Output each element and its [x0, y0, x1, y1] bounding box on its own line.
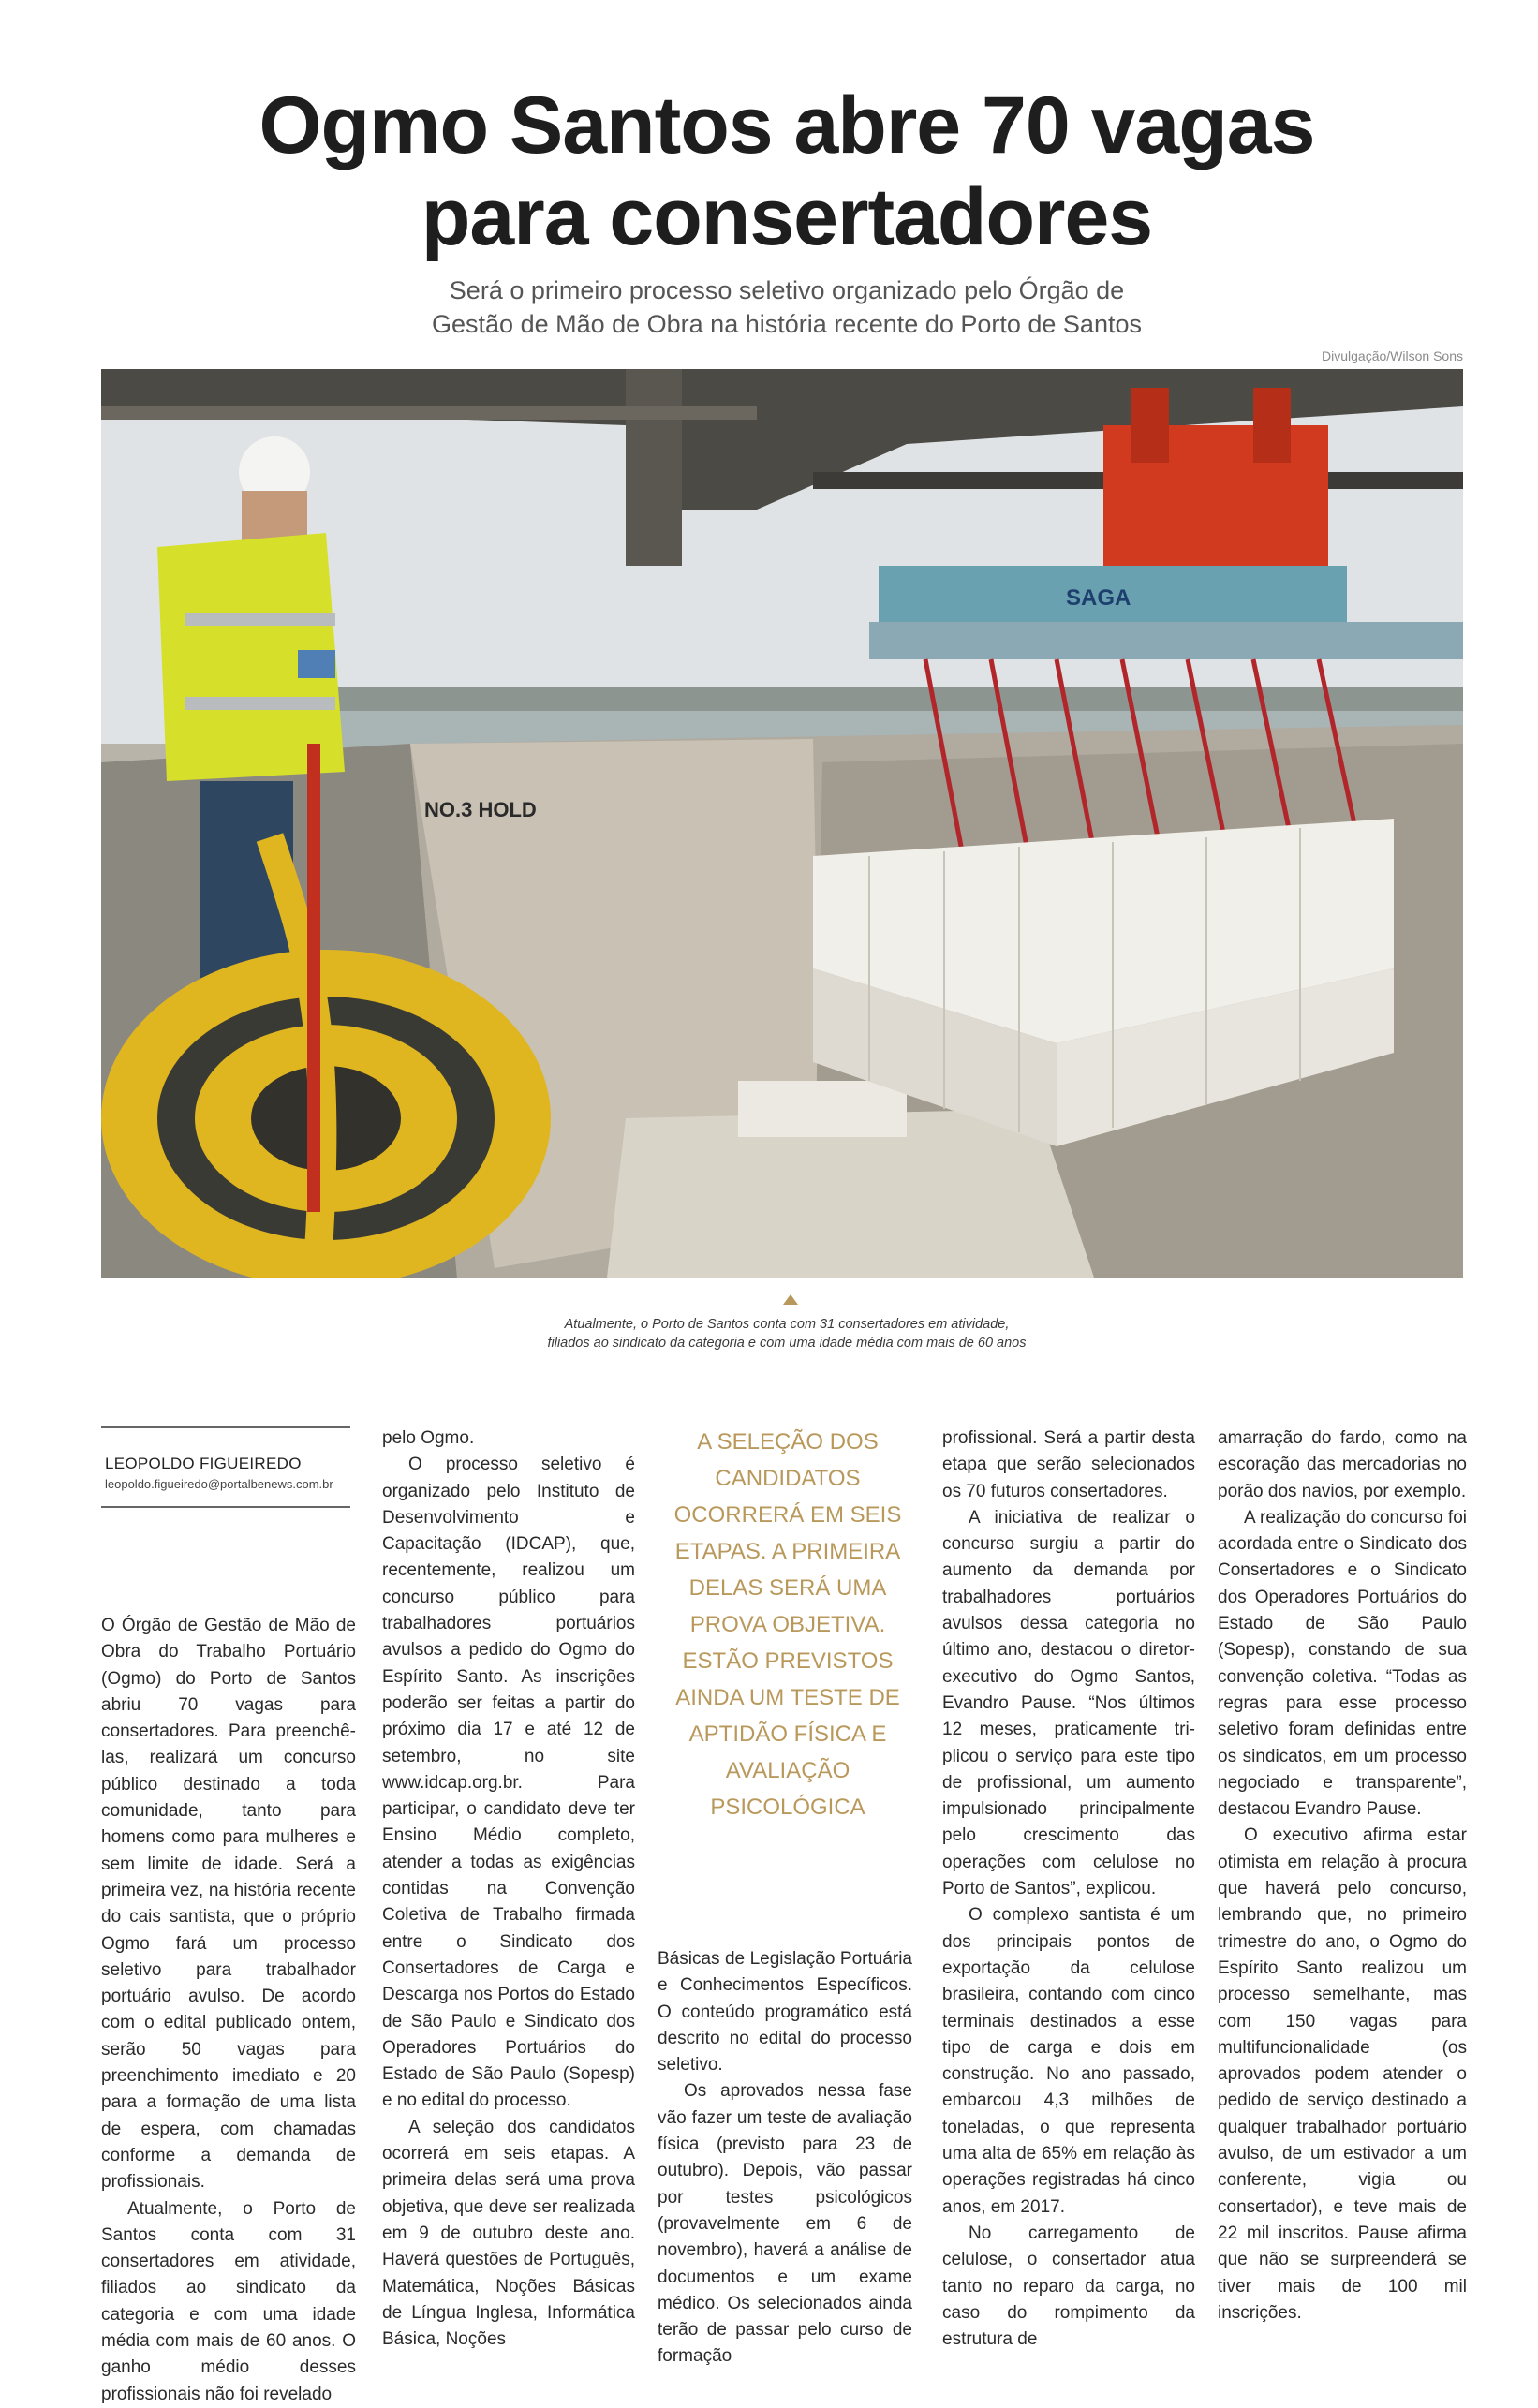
paragraph: A seleção dos candidatos ocorrerá em seis etapas. A primeira delas será uma prova objetiva, que deve ser realizada em 9 de outubro deste ano. Haverá questões de Português, Matemática, Noções Básicas de Língua Inglesa, Informática Básica, Noções: [382, 2117, 635, 2350]
author-name: LEOPOLDO FIGUEIREDO: [105, 1455, 302, 1472]
body-column-4: [942, 1426, 1195, 2353]
paragraph: Básicas de Legislação Portuária e Conhecimentos Específicos. O conteúdo programático está descrito no edital do processo seletivo.: [658, 1949, 912, 2076]
caption-line-1: Atualmente, o Porto de Santos conta com 31 consertadores em atividade,: [564, 1317, 1010, 1332]
paragraph: pelo Ogmo.: [382, 1428, 475, 1448]
paragraph: O executivo afirma estar otimista em relação à procura que haverá pelo concurso, lembrando que, no primeiro trimestre do ano, o Ogmo do Espírito Santo realizou um processo semelhante, mas com 150 vagas para multifuncionalidade (os aprovados podem atender o pedido de serviço destinado a qualquer trabalhador portuário avulso, de um estivador a um conferente, vigia ou consertador), e teve mais de 22 mil inscritos. Pause afirma que não se surpreenderá se tiver mais de 100 mil inscrições.: [1218, 1825, 1467, 2323]
paragraph: A iniciativa de realizar o concurso surgiu a partir do aumento da demanda por trabalhadores portuários avulsos dessa categoria no último ano, destacou o diretor-executivo do Ogmo Santos, Evandro Pause. “Nos últimos 12 meses, praticamente tri-plicou o serviço para este tipo de profissional, um aumento impulsionado principalmente pelo crescimento das operações com celulose no Porto de Santos”, explicou.: [942, 1507, 1195, 1899]
subheadline-line-2: Gestão de Mão de Obra na história recente do Porto de Santos: [432, 310, 1142, 338]
paragraph: amarração do fardo, como na escoração das mercadorias no porão dos navios, por exemplo.: [1218, 1428, 1467, 1501]
subheadline-line-1: Será o primeiro processo seletivo organizado pelo Órgão de: [449, 276, 1125, 304]
headline: [131, 80, 1442, 263]
paragraph: O processo seletivo é organizado pelo Instituto de Desenvolvimento e Capacitação (IDCAP), que, recentemente, realizou um concurso público para trabalhadores portuários avulsos a pedido do Ogmo do Espírito Santo. As inscrições poderão ser feitas a partir do próximo dia 17 e até 12 de setembro, no site www.idcap.org.br. Para participar, o candidato deve ter Ensino Médio completo, atender a todas as exigências contidas na Convenção Coletiva de Trabalho firmada entre o Sindicato dos Consertadores de Carga e Descarga nos Portos do Estado de São Paulo e Sindicato dos Operadores Portuários do Estado de São Paulo (Sopesp) e no edital do processo.: [382, 1455, 635, 2111]
caption-line-2: filiados ao sindicato da categoria e com uma idade média com mais de 60 anos: [547, 1336, 1027, 1351]
body-column-2: [382, 1426, 635, 2353]
paragraph: Os aprovados nessa fase vão fazer um teste de avaliação física (previsto para 23 de outubro). Depois, vão passar por testes psicológicos (provavelmente em 6 de novembro), haverá a análise de documentos e um exame médico. Os selecionados ainda terão de passar pelo curso de formação: [658, 2081, 912, 2367]
body-column-1: [101, 1613, 356, 2408]
subheadline: [281, 273, 1293, 341]
pull-quote: A SELEÇÃO DOS CANDIDATOS OCORRERÁ EM SEIS ETAPAS. A PRIMEIRA DELAS SERÁ UMA PROVA OBJETIVA. ESTÃO PREVISTOS AINDA UM TESTE DE APTIDÃO FÍSICA E AVALIAÇÃO PSICOLÓGICA: [673, 1429, 902, 1820]
paragraph: Atualmente, o Porto de Santos conta com 31 consertadores em atividade, filiados ao sindicato da categoria e com uma idade média com mais de 60 anos. O ganho médio desses profissionais não foi revelado: [101, 2198, 356, 2404]
paragraph: O Órgão de Gestão de Mão de Obra do Trabalho Portuário (Ogmo) do Porto de Santos abriu 70 vagas para consertadores. Para preenchê-las, realizará um concurso público destinado a toda comunidade, tanto para homens como para mulheres e sem limite de idade. Será a primeira vez, na história recente do cais santista, que o próprio Ogmo fará um processo seletivo para trabalhador portuário avulso. De acordo com o edital publicado ontem, serão 50 vagas para preenchimento imediato e 20 para a formação de uma lista de espera, com chamadas conforme a demanda de profissionais.: [101, 1616, 356, 2193]
article-photo: [101, 369, 1463, 1278]
paragraph: No carregamento de celulose, o consertador atua tanto no reparo da carga, no caso do rompimento da estrutura de: [942, 2223, 1195, 2350]
paragraph: A realização do concurso foi acordada entre o Sindicato dos Consertadores e o Sindicato dos Operadores Portuários do Estado de São Paulo (Sopesp), constando de sua convenção coletiva. “Todas as regras para esse processo seletivo foram definidas entre os sindicatos, em um processo negociado e transparente”, destacou Evandro Pause.: [1218, 1507, 1467, 1820]
caption-triangle-icon: [783, 1294, 798, 1305]
photo-caption: [412, 1315, 1161, 1352]
photo-credit: Divulgação/Wilson Sons: [1322, 348, 1463, 363]
paragraph: O complexo santista é um dos principais pontos de exportação da celulose brasileira, contando com cinco terminais destinados a esse tipo de carga e dois em construção. No ano passado, embarcou 4,3 milhões de toneladas, o que representa uma alta de 65% em relação às operações registradas há cinco anos, em 2017.: [942, 1905, 1195, 2217]
paragraph: profissional. Será a partir desta etapa que serão selecionados os 70 futuros consertadores.: [942, 1428, 1195, 1501]
body-column-5: [1218, 1426, 1467, 2327]
photo-hold-marking: NO.3 HOLD: [424, 798, 537, 821]
byline: [101, 1426, 350, 1508]
body-column-3: [658, 1946, 912, 2371]
headline-line-2: para consertadores: [421, 172, 1153, 262]
headline-line-1: Ogmo Santos abre 70 vagas: [259, 81, 1315, 170]
author-email[interactable]: leopoldo.figueiredo@portalbenews.com.br: [105, 1477, 333, 1491]
photo-spreader-label: SAGA: [1066, 585, 1131, 611]
